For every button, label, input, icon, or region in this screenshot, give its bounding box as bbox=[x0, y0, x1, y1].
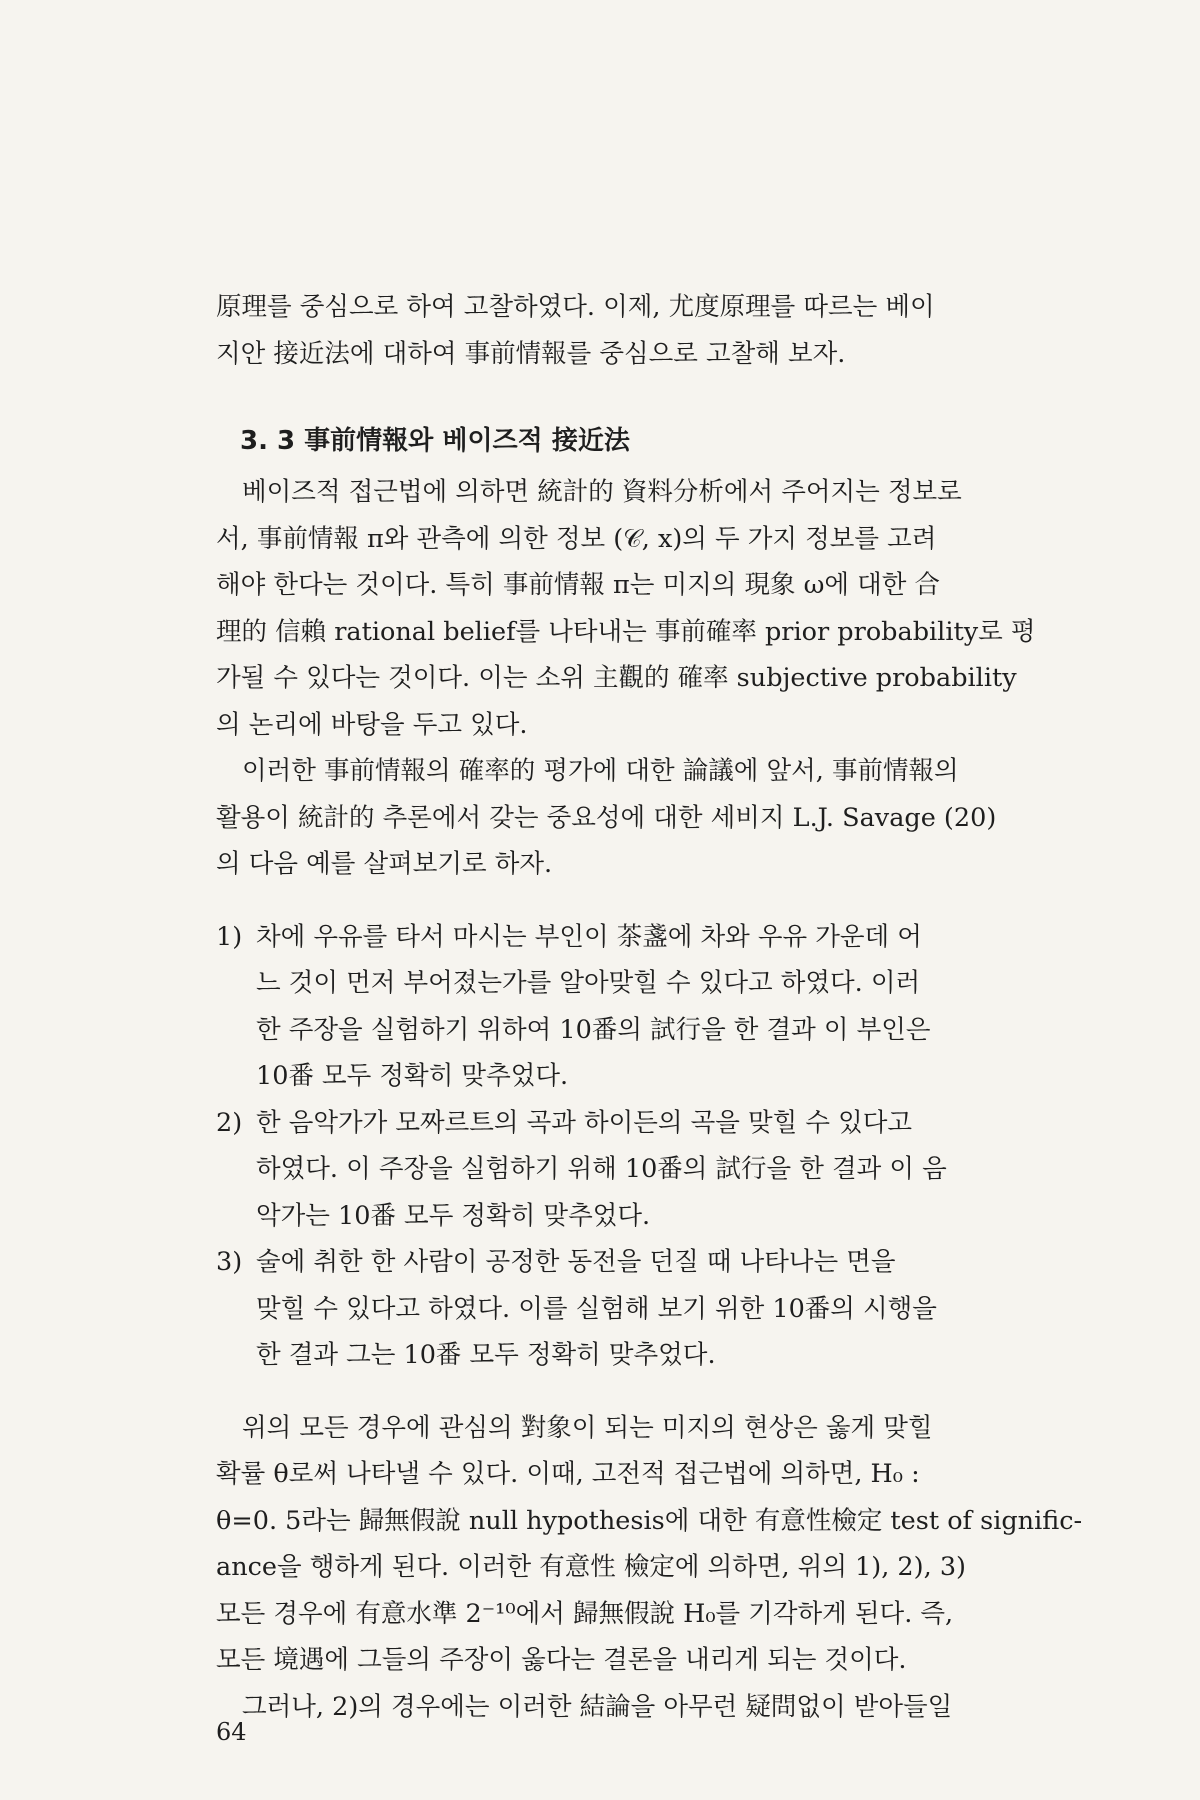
text-line bbox=[216, 1239, 1048, 1286]
text-line: ance을 행하게 된다. 이러한 有意性 檢定에 의하면, 위의 1), 2), 3) bbox=[216, 1552, 966, 1582]
text-line: 해야 한다는 것이다. 특히 事前情報 π는 미지의 現象 ω에 대한 合 bbox=[216, 570, 940, 600]
text-line: 한 결과 그는 10番 모두 정확히 맞추었다. bbox=[256, 1340, 716, 1370]
conclusion-paragraph-2 bbox=[216, 1684, 1048, 1731]
text-line: 原理를 중심으로 하여 고찰하였다. 이제, 尤度原理를 따르는 베이 bbox=[216, 292, 935, 322]
text-line: 악가는 10番 모두 정확히 맞추었다. bbox=[256, 1200, 651, 1231]
text-line: 맞힐 수 있다고 하였다. 이를 실험해 보기 위한 10番의 시행을 bbox=[256, 1293, 937, 1324]
text-line-content: 술에 취한 한 사람이 공정한 동전을 던질 때 나타나는 면을 bbox=[256, 1247, 896, 1277]
text-line: 가될 수 있다는 것이다. 이는 소위 主觀的 確率 subjective probability bbox=[216, 663, 1017, 693]
section-paragraph-2 bbox=[216, 748, 1048, 888]
text-line: 하였다. 이 주장을 실험하기 위해 10番의 試行을 한 결과 이 음 bbox=[256, 1154, 947, 1184]
text-line: 10番 모두 정확히 맞추었다. bbox=[256, 1061, 569, 1091]
text-line: 그러나, 2)의 경우에는 이러한 結論을 아무런 疑問없이 받아들일 bbox=[242, 1691, 953, 1722]
conclusion-paragraph-1 bbox=[216, 1405, 1083, 1684]
text-line: 한 주장을 실험하기 위하여 10番의 試行을 한 결과 이 부인은 bbox=[256, 1014, 931, 1045]
example-number: 1) bbox=[216, 921, 243, 952]
text-line: 느 것이 먼저 부어졌는가를 알아맞힐 수 있다고 하였다. 이러 bbox=[256, 968, 921, 998]
example-number: 2) bbox=[216, 1107, 243, 1138]
example-item bbox=[216, 1239, 1048, 1379]
book-page bbox=[216, 284, 1083, 1730]
text-line: 확률 θ로써 나타낼 수 있다. 이때, 고전적 접근법에 의하면, H₀ : bbox=[216, 1459, 920, 1489]
text-line-content: 차에 우유를 타서 마시는 부인이 茶盞에 차와 우유 가운데 어 bbox=[256, 921, 922, 952]
example-number: 3) bbox=[216, 1247, 243, 1277]
text-line bbox=[216, 1100, 1048, 1147]
text-line: 베이즈적 접근법에 의하면 統計的 資料分析에서 주어지는 정보로 bbox=[242, 477, 962, 507]
text-line: 모든 境遇에 그들의 주장이 옳다는 결론을 내리게 되는 것이다. bbox=[216, 1645, 907, 1675]
section-heading: 3. 3 事前情報와 베이즈적 接近法 bbox=[240, 426, 630, 456]
section-paragraph-1 bbox=[216, 469, 1048, 748]
text-line: 의 다음 예를 살펴보기로 하자. bbox=[216, 849, 553, 879]
text-line: 지안 接近法에 대하여 事前情報를 중심으로 고찰해 보자. bbox=[216, 338, 846, 369]
text-line: 서, 事前情報 π와 관측에 의한 정보 (𝒞, x)의 두 가지 정보를 고려 bbox=[216, 523, 937, 554]
text-line bbox=[216, 914, 1048, 961]
text-line: θ=0. 5라는 歸無假說 null hypothesis에 대한 有意性檢定 test of signific- bbox=[216, 1505, 1083, 1536]
text-line: 이러한 事前情報의 確率的 평가에 대한 論議에 앞서, 事前情報의 bbox=[242, 756, 959, 786]
example-item bbox=[216, 1100, 1048, 1240]
text-line: 활용이 統計的 추론에서 갖는 중요성에 대한 세비지 L.J. Savage (20) bbox=[216, 802, 997, 833]
example-item bbox=[216, 914, 1048, 1100]
text-line: 理的 信賴 rational belief를 나타내는 事前確率 prior probability로 평 bbox=[216, 616, 1036, 647]
example-list bbox=[216, 914, 1048, 1379]
text-line-content: 한 음악가가 모짜르트의 곡과 하이든의 곡을 맞힐 수 있다고 bbox=[256, 1107, 913, 1138]
text-line: 모든 경우에 有意水準 2⁻¹⁰에서 歸無假說 H₀를 기각하게 된다. 즉, bbox=[216, 1598, 954, 1629]
text-line: 위의 모든 경우에 관심의 對象이 되는 미지의 현상은 옳게 맞힐 bbox=[242, 1412, 933, 1443]
intro-paragraph bbox=[216, 284, 1048, 377]
text-line: 의 논리에 바탕을 두고 있다. bbox=[216, 709, 528, 740]
page-number: 64 bbox=[216, 1718, 247, 1746]
